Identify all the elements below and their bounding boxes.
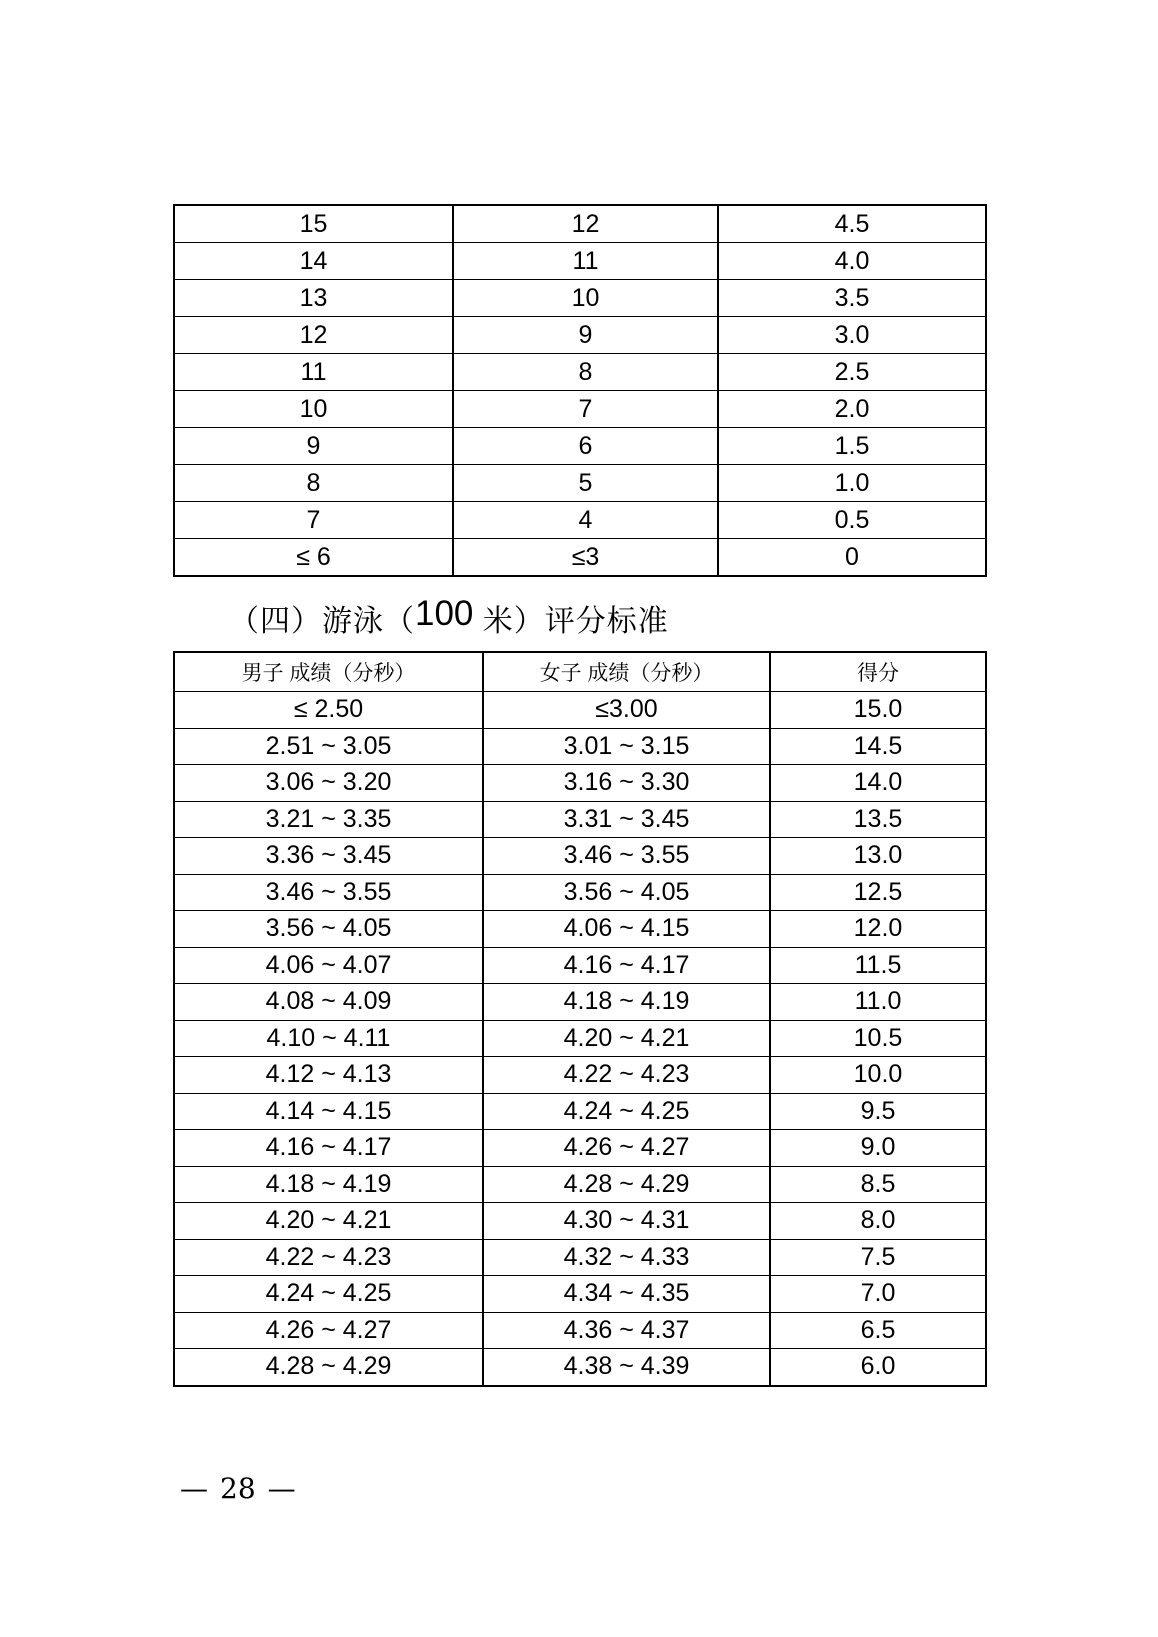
table-cell: 8.0 [770,1203,986,1240]
table-row [174,354,986,391]
table-cell: 4.24 ~ 4.25 [483,1093,770,1130]
table-cell: 3.01 ~ 3.15 [483,728,770,765]
table-cell: 13 [174,280,453,317]
table-cell: 4.22 ~ 4.23 [483,1057,770,1094]
table-cell: 4.18 ~ 4.19 [174,1166,483,1203]
table-cell: 4 [453,502,718,539]
table-row [174,539,986,577]
table-row [174,728,986,765]
table-cell: 4.38 ~ 4.39 [483,1349,770,1386]
table-cell: 10.0 [770,1057,986,1094]
table-row [174,874,986,911]
section-heading-suffix: 米）评分标准 [473,605,669,638]
table-row [174,1020,986,1057]
table-cell: 9 [174,428,453,465]
table-cell: 15.0 [770,692,986,729]
table-row [174,1166,986,1203]
table-cell: 12.0 [770,911,986,948]
table-row [174,801,986,838]
table-header-row [174,652,986,692]
table-cell: 2.0 [718,391,986,428]
table-cell: 8 [174,465,453,502]
table-row [174,1276,986,1313]
table-cell: 3.31 ~ 3.45 [483,801,770,838]
section-heading [229,594,669,643]
table-cell: 4.12 ~ 4.13 [174,1057,483,1094]
table-cell: 14 [174,243,453,280]
page-number-value: 28 [220,1472,256,1505]
table-cell: 7.5 [770,1239,986,1276]
table-cell: 4.06 ~ 4.07 [174,947,483,984]
table-row [174,1239,986,1276]
table-cell: 13.0 [770,838,986,875]
table-cell: 3.56 ~ 4.05 [483,874,770,911]
table-cell: 4.5 [718,205,986,243]
table-cell: 4.30 ~ 4.31 [483,1203,770,1240]
table-cell: 4.10 ~ 4.11 [174,1020,483,1057]
table-cell: 9.0 [770,1130,986,1167]
score-conversion-table-continued [173,204,987,577]
table-cell: 8.5 [770,1166,986,1203]
table-cell: 4.32 ~ 4.33 [483,1239,770,1276]
table-cell: 14.0 [770,765,986,802]
table-row [174,1130,986,1167]
table-row [174,1312,986,1349]
column-header-women-time: 女子 成绩（分秒） [483,652,770,692]
table-row [174,947,986,984]
table-cell: 6 [453,428,718,465]
table-cell: 0.5 [718,502,986,539]
table-cell: 4.34 ~ 4.35 [483,1276,770,1313]
table-cell: 4.18 ~ 4.19 [483,984,770,1021]
page-number-dash-left: — [180,1472,208,1505]
table-row [174,465,986,502]
table-row [174,1057,986,1094]
table-cell: 3.46 ~ 3.55 [174,874,483,911]
table-cell: 3.5 [718,280,986,317]
table-cell: 4.24 ~ 4.25 [174,1276,483,1313]
table-cell: 9.5 [770,1093,986,1130]
table-row [174,205,986,243]
table-cell: 0 [718,539,986,577]
table-cell: 14.5 [770,728,986,765]
table-row [174,280,986,317]
table-cell: 6.0 [770,1349,986,1386]
table-cell: ≤3 [453,539,718,577]
table-row [174,1349,986,1386]
table-cell: 13.5 [770,801,986,838]
section-heading-distance-number: 100 [415,594,474,633]
table-row [174,1093,986,1130]
table-cell: 12 [174,317,453,354]
table-cell: 10 [174,391,453,428]
table-cell: 8 [453,354,718,391]
table-row [174,984,986,1021]
column-header-men-time: 男子 成绩（分秒） [174,652,483,692]
table-cell: 11 [174,354,453,391]
table-cell: 9 [453,317,718,354]
table-cell: 4.26 ~ 4.27 [174,1312,483,1349]
table-cell: 2.51 ~ 3.05 [174,728,483,765]
table-cell: 4.08 ~ 4.09 [174,984,483,1021]
table-cell: 1.0 [718,465,986,502]
table-cell: 4.0 [718,243,986,280]
table-cell: 3.16 ~ 3.30 [483,765,770,802]
table-cell: 10 [453,280,718,317]
table-cell: 3.21 ~ 3.35 [174,801,483,838]
table-cell: 11 [453,243,718,280]
table-cell: 6.5 [770,1312,986,1349]
column-header-score: 得分 [770,652,986,692]
table-cell: 7 [174,502,453,539]
table-cell: 7.0 [770,1276,986,1313]
table-cell: 4.14 ~ 4.15 [174,1093,483,1130]
table-cell: 3.56 ~ 4.05 [174,911,483,948]
table-row [174,428,986,465]
table-cell: 4.16 ~ 4.17 [174,1130,483,1167]
table-cell: 4.36 ~ 4.37 [483,1312,770,1349]
table-row [174,391,986,428]
table-row [174,838,986,875]
table-cell: ≤3.00 [483,692,770,729]
table-cell: 12 [453,205,718,243]
table-row [174,765,986,802]
table-row [174,243,986,280]
table-cell: 3.36 ~ 3.45 [174,838,483,875]
table-cell: 4.20 ~ 4.21 [174,1203,483,1240]
table-cell: 11.5 [770,947,986,984]
table-cell: 4.22 ~ 4.23 [174,1239,483,1276]
table-cell: 4.26 ~ 4.27 [483,1130,770,1167]
section-heading-prefix: （四）游泳（ [229,605,415,638]
table-cell: 5 [453,465,718,502]
table-row [174,1203,986,1240]
table-cell: 2.5 [718,354,986,391]
table-cell: 1.5 [718,428,986,465]
swimming-scoring-table [173,651,987,1387]
table-cell: 4.20 ~ 4.21 [483,1020,770,1057]
page-number [180,1472,296,1505]
table-row [174,692,986,729]
table-cell: 4.28 ~ 4.29 [483,1166,770,1203]
table-cell: 7 [453,391,718,428]
table-cell: 4.06 ~ 4.15 [483,911,770,948]
table-cell: 3.0 [718,317,986,354]
table-cell: 10.5 [770,1020,986,1057]
table-cell: 12.5 [770,874,986,911]
table-row [174,317,986,354]
table-cell: ≤ 6 [174,539,453,577]
table-cell: 4.16 ~ 4.17 [483,947,770,984]
table-row [174,502,986,539]
table-cell: 4.28 ~ 4.29 [174,1349,483,1386]
table-cell: 15 [174,205,453,243]
table-cell: 3.46 ~ 3.55 [483,838,770,875]
table-cell: 3.06 ~ 3.20 [174,765,483,802]
page-number-dash-right: — [267,1472,296,1505]
table-cell: 11.0 [770,984,986,1021]
table-cell: ≤ 2.50 [174,692,483,729]
table-row [174,911,986,948]
